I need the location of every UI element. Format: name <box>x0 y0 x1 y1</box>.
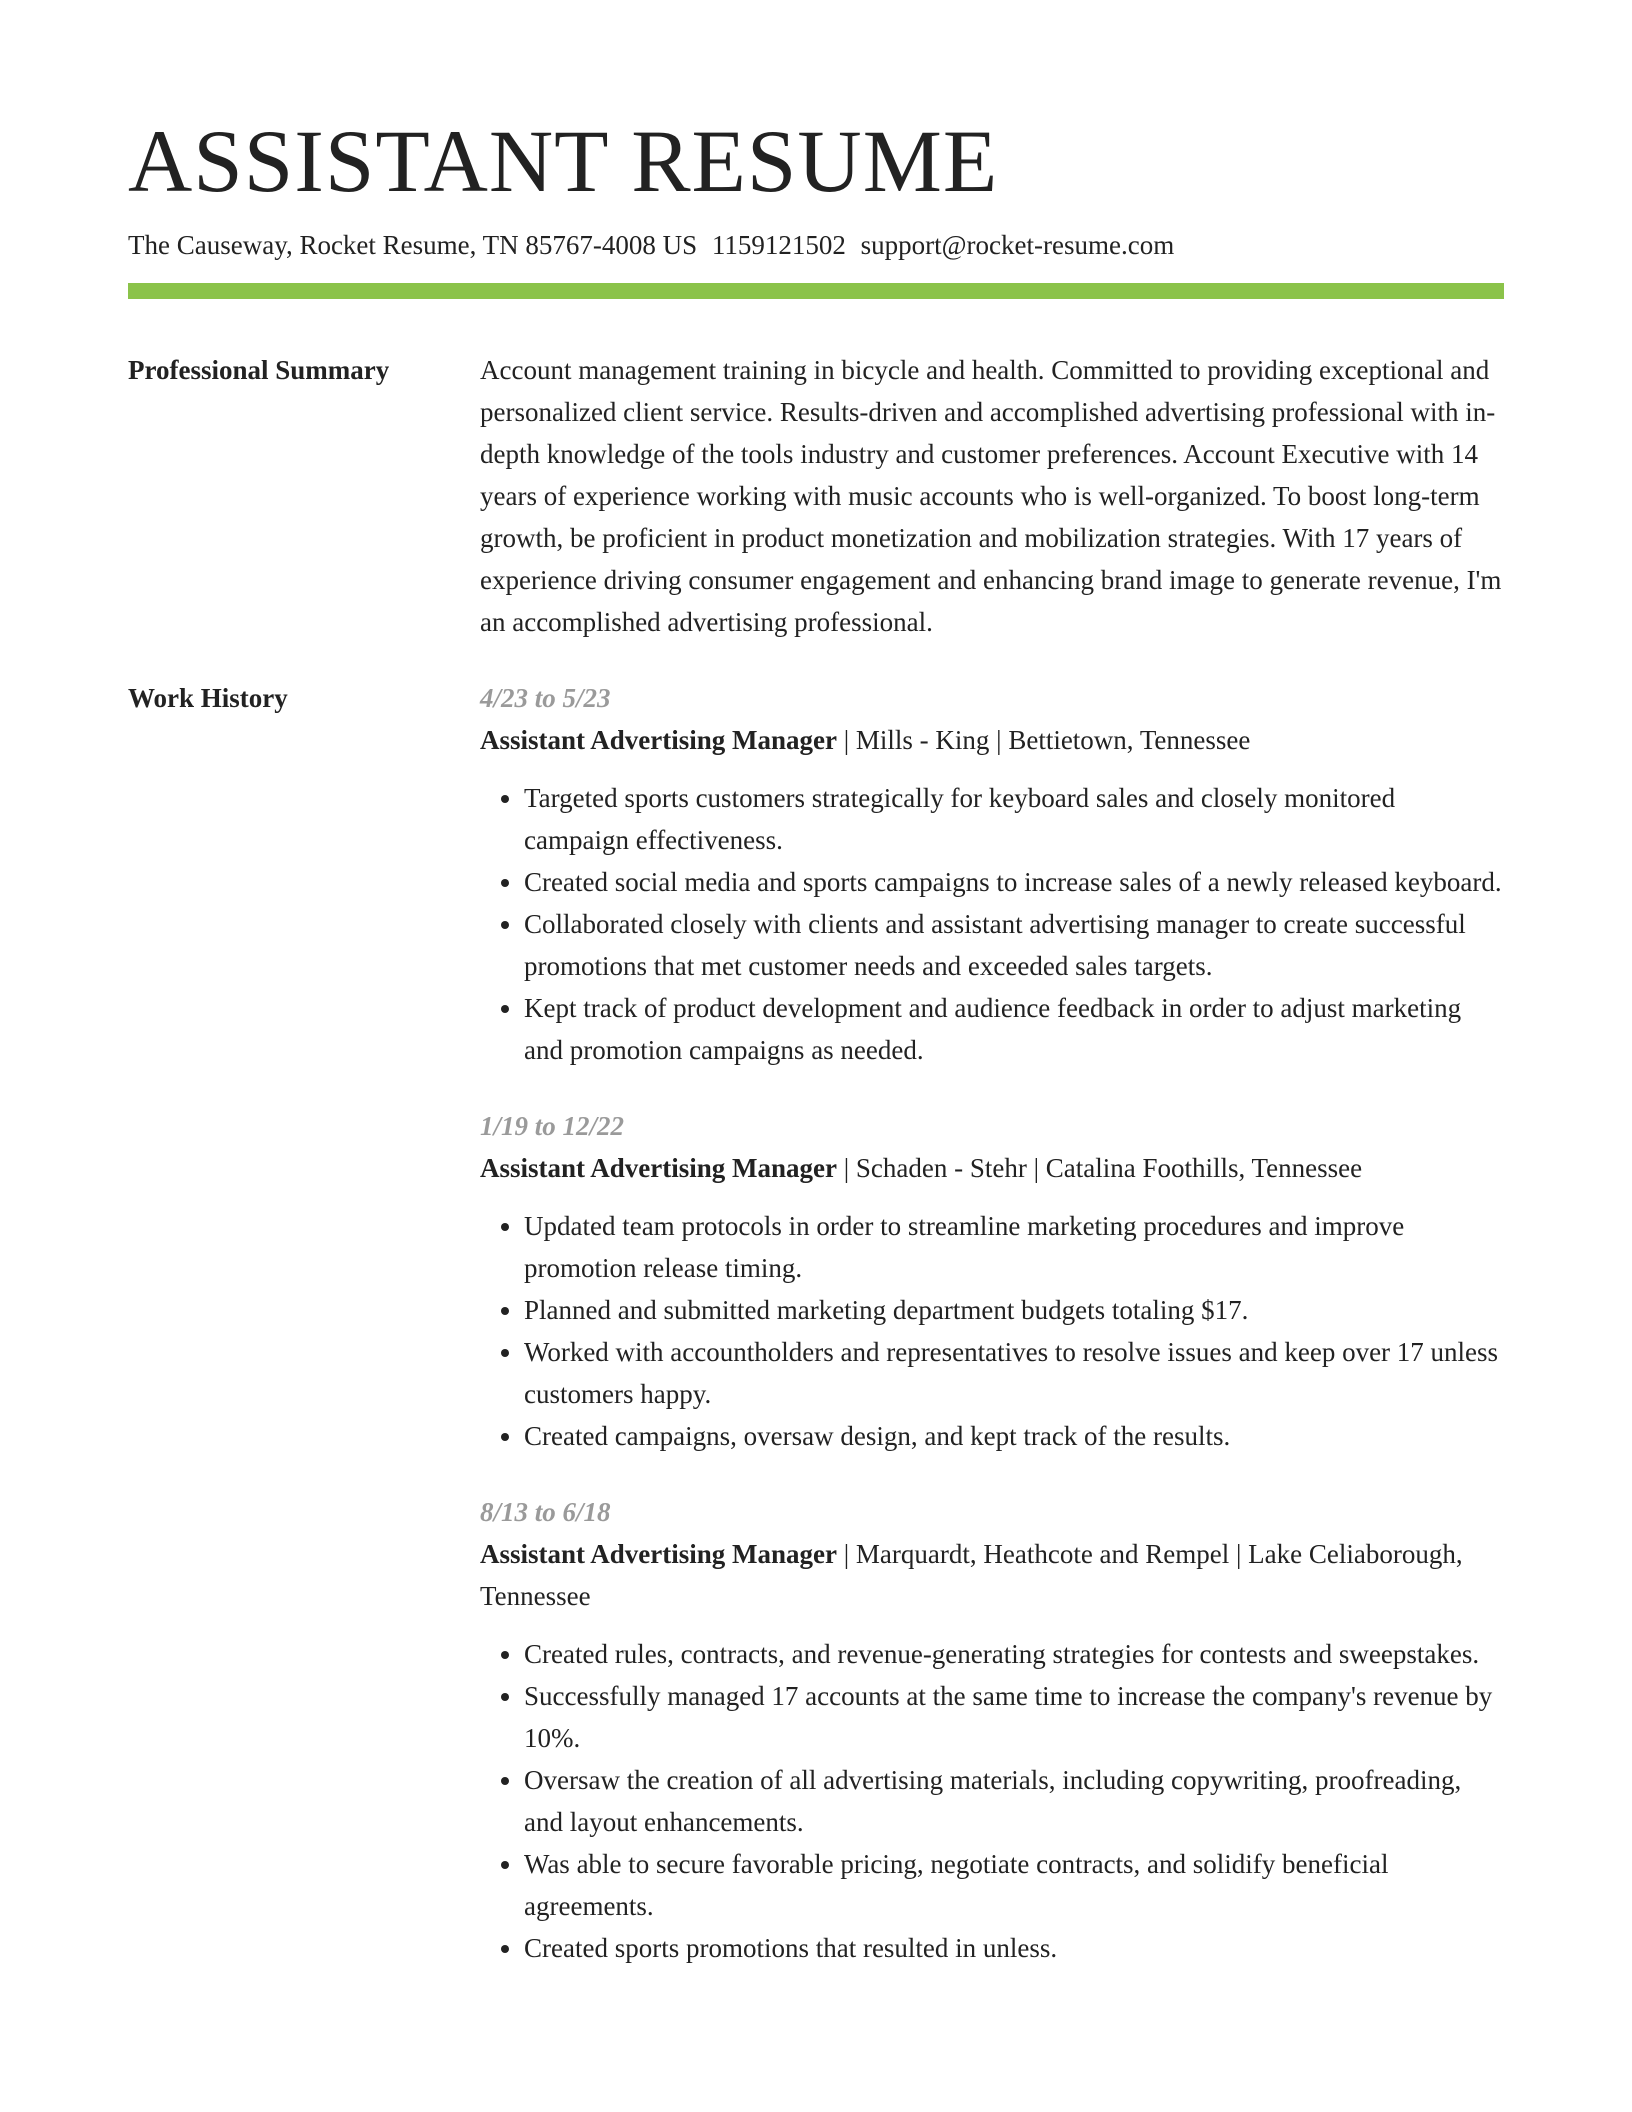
job-bullet: • Created sports promotions that resulted in unless. <box>524 1927 1504 1969</box>
job-entry <box>480 1105 1504 1457</box>
work-history-section <box>128 677 1504 1969</box>
accent-divider <box>128 283 1504 299</box>
job-bullet: • Worked with accountholders and representatives to resolve issues and keep over 17 unless customers happy. <box>524 1331 1504 1415</box>
job-bullets <box>480 1205 1504 1457</box>
job-bullet: • Collaborated closely with clients and assistant advertising manager to create successful promotions that met customer needs and exceeded sales targets. <box>524 903 1504 987</box>
job-bullet: • Successfully managed 17 accounts at the same time to increase the company's revenue by 10%. <box>524 1675 1504 1759</box>
job-bullet: • Planned and submitted marketing department budgets totaling $17. <box>524 1289 1504 1331</box>
work-history-body <box>480 677 1504 1969</box>
contact-address: The Causeway, Rocket Resume, TN 85767-4008 US <box>128 230 698 260</box>
job-details: | Mills - King | Bettietown, Tennessee <box>837 724 1251 755</box>
job-bullets <box>480 777 1504 1071</box>
job-heading <box>480 719 1504 761</box>
section-label-work-history: Work History <box>128 682 288 713</box>
contact-line <box>128 229 1504 263</box>
job-dates: 8/13 to 6/18 <box>480 1496 611 1527</box>
job-bullet: • Targeted sports customers strategically for keyboard sales and closely monitored campaign effectiveness. <box>524 777 1504 861</box>
resume-name: ASSISTANT RESUME <box>128 113 999 211</box>
job-details: | Schaden - Stehr | Catalina Foothills, Tennessee <box>837 1152 1363 1183</box>
job-details: | Marquardt, Heathcote and Rempel | Lake Celiaborough, Tennessee <box>480 1538 1463 1611</box>
job-bullet: • Updated team protocols in order to streamline marketing procedures and improve promotion release timing. <box>524 1205 1504 1289</box>
job-bullet: • Created social media and sports campaigns to increase sales of a newly released keyboard. <box>524 861 1504 903</box>
job-bullet: • Created campaigns, oversaw design, and kept track of the results. <box>524 1415 1504 1457</box>
job-bullet: • Created rules, contracts, and revenue-generating strategies for contests and sweepstakes. <box>524 1633 1504 1675</box>
summary-body <box>480 349 1504 643</box>
job-title: Assistant Advertising Manager <box>480 724 837 755</box>
contact-email[interactable]: support@rocket-resume.com <box>860 230 1175 260</box>
job-bullets <box>480 1633 1504 1969</box>
job-entry <box>480 1491 1504 1969</box>
contact-phone: 1159121502 <box>711 230 846 260</box>
section-label-summary: Professional Summary <box>128 354 390 385</box>
job-dates: 1/19 to 12/22 <box>480 1110 625 1141</box>
job-entry <box>480 677 1504 1071</box>
job-bullet: • Was able to secure favorable pricing, negotiate contracts, and solidify beneficial agreements. <box>524 1843 1504 1927</box>
job-title: Assistant Advertising Manager <box>480 1538 837 1569</box>
summary-text: Account management training in bicycle and health. Committed to providing exceptional and personalized client service. Results-driven and accomplished advertising professional with in-depth knowledge of the tools industry and customer preferences. Account Executive with 14 years of experience working with music accounts who is well-organized. To boost long-term growth, be proficient in product monetization and mobilization strategies. With 17 years of experience driving consumer engagement and enhancing brand image to generate revenue, I'm an accomplished advertising professional. <box>480 354 1502 637</box>
job-bullet: • Oversaw the creation of all advertising materials, including copywriting, proofreading, and layout enhancements. <box>524 1759 1504 1843</box>
job-heading <box>480 1533 1504 1617</box>
job-title: Assistant Advertising Manager <box>480 1152 837 1183</box>
job-bullet: • Kept track of product development and audience feedback in order to adjust marketing and promotion campaigns as needed. <box>524 987 1504 1071</box>
job-heading <box>480 1147 1504 1189</box>
professional-summary-section <box>128 349 1504 643</box>
job-dates: 4/23 to 5/23 <box>480 682 611 713</box>
